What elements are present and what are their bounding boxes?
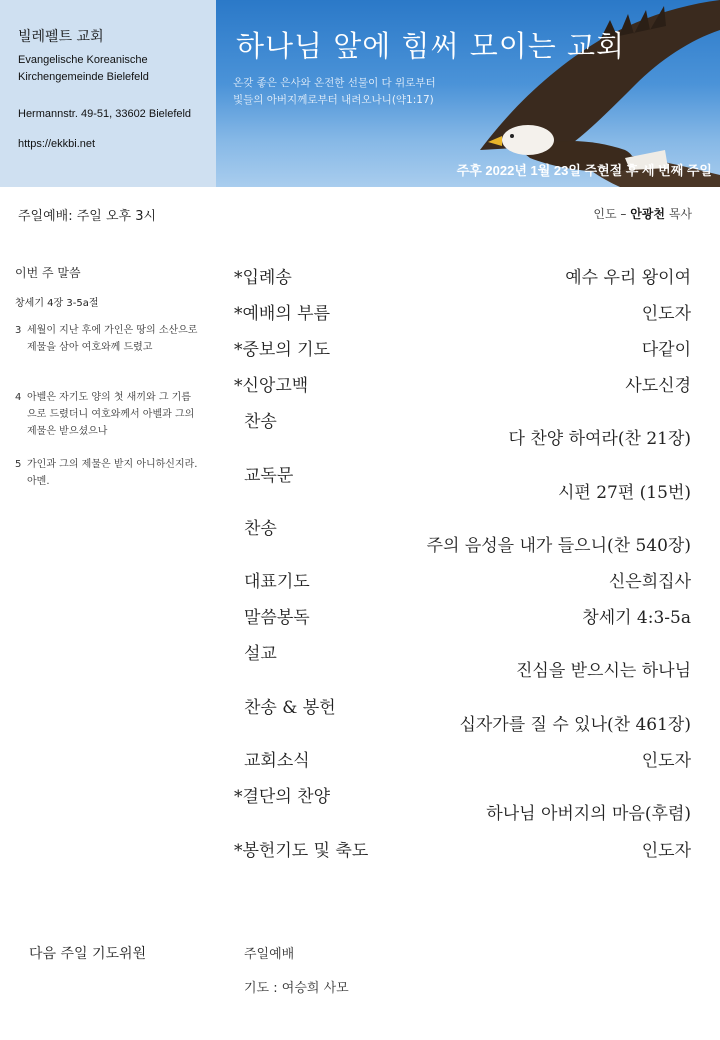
next-week-service: 주일예배 bbox=[244, 947, 295, 962]
service-time: 주일예배: 주일 오후 3시 bbox=[18, 209, 157, 224]
order-value: 인도자 bbox=[641, 304, 691, 324]
verse-text: 아벨은 자기도 양의 첫 새끼와 그 기름으로 드렸더니 여호와께서 아벨과 그의 제물은 받으셨으나 bbox=[27, 392, 195, 437]
order-label: 교독문 bbox=[244, 466, 294, 486]
church-website-link[interactable]: https://ekkbi.net bbox=[18, 138, 96, 150]
leader-name: 안광천 bbox=[630, 207, 665, 221]
banner-verse bbox=[233, 75, 436, 109]
order-value: 신은희집사 bbox=[608, 572, 691, 592]
order-value: 다 찬양 하여라(찬 21장) bbox=[508, 429, 691, 449]
scripture-title: 이번 주 말씀 bbox=[15, 266, 81, 280]
scripture-reference: 창세기 4장 3-5a절 bbox=[15, 298, 99, 309]
scripture-verse bbox=[15, 389, 200, 440]
order-label: 찬송 & 봉헌 bbox=[244, 698, 336, 718]
leader-title: 목사 bbox=[668, 207, 692, 221]
verse-number: 4 bbox=[15, 392, 22, 403]
order-label: 찬송 bbox=[244, 412, 277, 432]
order-value: 하나님 아버지의 마음(후렴) bbox=[486, 804, 691, 824]
header-banner bbox=[216, 0, 720, 187]
order-label: *결단의 찬양 bbox=[234, 787, 331, 807]
church-name-german-2: Kirchengemeinde Bielefeld bbox=[18, 71, 149, 83]
order-value: 진심을 받으시는 하나님 bbox=[515, 661, 691, 681]
order-value: 예수 우리 왕이여 bbox=[565, 268, 691, 288]
order-label: *신앙고백 bbox=[234, 376, 309, 396]
motto-title: 하나님 앞에 힘써 모이는 교회 bbox=[236, 29, 626, 63]
order-value: 십자가를 질 수 있나(찬 461장) bbox=[459, 715, 691, 735]
banner-verse-line-1: 온갖 좋은 은사와 온전한 선물이 다 위로부터 bbox=[233, 77, 436, 89]
order-value: 사도신경 bbox=[625, 376, 691, 396]
order-label: *중보의 기도 bbox=[234, 340, 331, 360]
order-value: 창세기 4:3-5a bbox=[582, 608, 691, 628]
order-label: 말씀봉독 bbox=[244, 608, 310, 628]
order-label: 대표기도 bbox=[244, 572, 310, 592]
verse-number: 5 bbox=[15, 459, 22, 470]
order-label: *봉헌기도 및 축도 bbox=[234, 841, 369, 861]
order-value: 인도자 bbox=[641, 841, 691, 861]
scripture-verse bbox=[15, 456, 200, 490]
order-value: 다같이 bbox=[641, 340, 691, 360]
next-week-prayer-person: 기도 : 여승희 사모 bbox=[244, 981, 349, 996]
order-label: *입례송 bbox=[234, 268, 292, 288]
verse-text: 세월이 지난 후에 가인은 땅의 소산으로 제물을 삼아 여호와께 드렸고 bbox=[27, 325, 198, 353]
church-address: Hermannstr. 49-51, 33602 Bielefeld bbox=[18, 108, 192, 120]
church-name-german-1: Evangelische Koreanische bbox=[18, 54, 148, 66]
next-week-prayer-title: 다음 주일 기도위원 bbox=[29, 946, 147, 962]
church-name: 빌레펠트 교회 bbox=[18, 29, 104, 45]
church-info-panel bbox=[0, 0, 216, 187]
order-value: 주의 음성을 내가 들으니(찬 540장) bbox=[426, 536, 691, 556]
order-label: *예배의 부름 bbox=[234, 304, 331, 324]
verse-text: 가인과 그의 제물은 받지 아니하신지라. 아멘. bbox=[27, 459, 198, 487]
order-label: 교회소식 bbox=[244, 751, 310, 771]
service-leader bbox=[593, 205, 692, 222]
service-date: 주후 2022년 1월 23일 주현절 후 세 번째 주일 bbox=[456, 163, 712, 178]
banner-verse-line-2: 빛들의 아버지께로부터 내려오나니(약1:17) bbox=[233, 94, 434, 106]
order-value: 시편 27편 (15번) bbox=[557, 483, 691, 503]
order-label: 찬송 bbox=[244, 519, 277, 539]
order-value: 인도자 bbox=[641, 751, 691, 771]
scripture-verse bbox=[15, 322, 200, 356]
verse-number: 3 bbox=[15, 325, 22, 336]
leader-prefix: 인도 – bbox=[593, 207, 627, 221]
order-label: 설교 bbox=[244, 644, 277, 664]
